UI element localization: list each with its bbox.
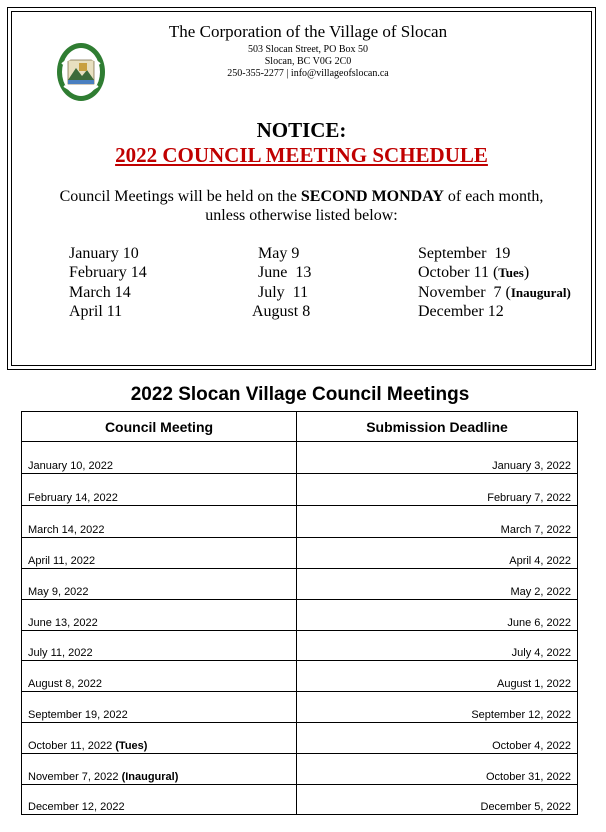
meeting-date: August 8, 2022 — [22, 661, 297, 692]
address-line-2: Slocan, BC V0G 2C0 — [264, 56, 352, 67]
header-council-meeting: Council Meeting — [22, 412, 297, 442]
table-row — [22, 785, 578, 815]
table-row — [22, 723, 578, 754]
schedule-title: 2022 COUNCIL MEETING SCHEDULE — [115, 143, 488, 167]
deadline-date: March 7, 2022 — [297, 506, 578, 538]
table-row — [22, 631, 578, 661]
table-row — [22, 600, 578, 631]
header-submission-deadline: Submission Deadline — [297, 412, 578, 442]
deadline-date: June 6, 2022 — [297, 600, 578, 631]
table-row — [22, 569, 578, 600]
table-row — [22, 692, 578, 723]
meeting-date: October 11, 2022 (Tues) — [22, 723, 297, 754]
deadline-date: July 4, 2022 — [297, 631, 578, 661]
deadline-date: February 7, 2022 — [297, 474, 578, 506]
dates-column-3: September 19 October 11 (Tues) November 7 (Inaugural) December 12 — [418, 245, 571, 320]
deadline-date: April 4, 2022 — [297, 538, 578, 569]
intro-line-2: unless otherwise listed below: — [205, 207, 398, 224]
meeting-date: March 14, 2022 — [22, 506, 297, 538]
dates-column-2: May 9 June 13 July 11 August 8 — [252, 245, 312, 320]
meeting-date: April 11, 2022 — [22, 538, 297, 569]
deadline-date: January 3, 2022 — [297, 442, 578, 474]
meeting-date: July 11, 2022 — [22, 631, 297, 661]
table-row — [22, 506, 578, 538]
meeting-date: September 19, 2022 — [22, 692, 297, 723]
deadline-date: May 2, 2022 — [297, 569, 578, 600]
meeting-date: November 7, 2022 (Inaugural) — [22, 754, 297, 785]
deadline-date: October 4, 2022 — [297, 723, 578, 754]
deadline-date: August 1, 2022 — [297, 661, 578, 692]
meeting-date: May 9, 2022 — [22, 569, 297, 600]
table-row — [22, 538, 578, 569]
deadline-date: December 5, 2022 — [297, 785, 578, 815]
dates-column-1: January 10 February 14 March 14 April 11 — [69, 245, 147, 320]
deadline-date: September 12, 2022 — [297, 692, 578, 723]
notice-heading: NOTICE: — [256, 118, 347, 142]
table-row — [22, 474, 578, 506]
meeting-date: January 10, 2022 — [22, 442, 297, 474]
meetings-table — [21, 411, 578, 815]
notice-box — [7, 7, 596, 370]
meeting-date: February 14, 2022 — [22, 474, 297, 506]
deadline-date: October 31, 2022 — [297, 754, 578, 785]
intro-line-1: Council Meetings will be held on the SECOND MONDAY of each month, — [59, 188, 544, 205]
address-line-1: 503 Slocan Street, PO Box 50 — [248, 44, 368, 55]
table-row — [22, 754, 578, 785]
table-row — [22, 442, 578, 474]
table-title: 2022 Slocan Village Council Meetings — [130, 384, 470, 405]
table-header-row — [22, 412, 578, 442]
village-logo — [56, 42, 106, 102]
meeting-date: December 12, 2022 — [22, 785, 297, 815]
contact-line: 250-355-2277 | info@villageofslocan.ca — [227, 68, 389, 79]
org-name: The Corporation of the Village of Slocan — [168, 22, 448, 41]
table-row — [22, 661, 578, 692]
meeting-date: June 13, 2022 — [22, 600, 297, 631]
